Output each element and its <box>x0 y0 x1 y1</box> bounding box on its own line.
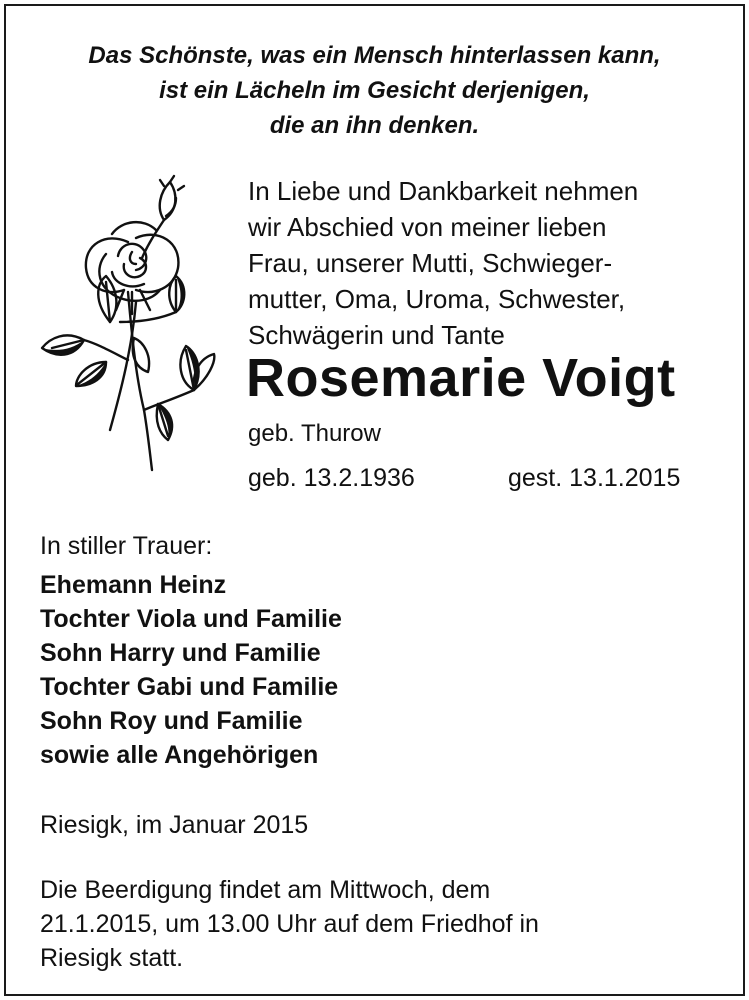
funeral-info <box>40 873 680 975</box>
list-item: Sohn Harry und Familie <box>40 639 321 667</box>
rose-icon <box>36 172 220 472</box>
list-item: Ehemann Heinz <box>40 571 227 599</box>
list-item: Tochter Viola und Familie <box>40 605 342 633</box>
farewell-line: Schwägerin und Tante <box>248 320 505 350</box>
death-date: gest. 13.1.2015 <box>508 464 681 492</box>
funeral-line: Riesigk statt. <box>40 944 184 972</box>
farewell-text <box>248 173 718 353</box>
list-item: sowie alle Angehörigen <box>40 741 319 769</box>
quote-line: ist ein Lächeln im Gesicht derjenigen, <box>159 77 590 104</box>
place-date: Riesigk, im Januar 2015 <box>40 811 309 839</box>
birth-date: geb. 13.2.1936 <box>248 464 415 492</box>
obituary-frame <box>4 4 745 996</box>
list-item: Sohn Roy und Familie <box>40 707 303 735</box>
deceased-name: Rosemarie Voigt <box>246 348 676 408</box>
funeral-line: 21.1.2015, um 13.00 Uhr auf dem Friedhof in <box>40 910 539 938</box>
quote-line: die an ihn denken. <box>269 112 480 139</box>
mourners-list <box>40 568 342 772</box>
farewell-line: Frau, unserer Mutti, Schwieger- <box>248 248 613 278</box>
mourners-label: In stiller Trauer: <box>40 532 213 560</box>
quote-line: Das Schönste, was ein Mensch hinterlassen kann, <box>88 42 661 69</box>
funeral-line: Die Beerdigung findet am Mittwoch, dem <box>40 876 491 904</box>
farewell-line: In Liebe und Dankbarkeit nehmen <box>248 176 639 206</box>
farewell-line: mutter, Oma, Uroma, Schwester, <box>248 284 626 314</box>
memorial-quote <box>0 38 749 143</box>
farewell-line: wir Abschied von meiner lieben <box>248 212 607 242</box>
maiden-name: geb. Thurow <box>248 420 381 447</box>
list-item: Tochter Gabi und Familie <box>40 673 339 701</box>
